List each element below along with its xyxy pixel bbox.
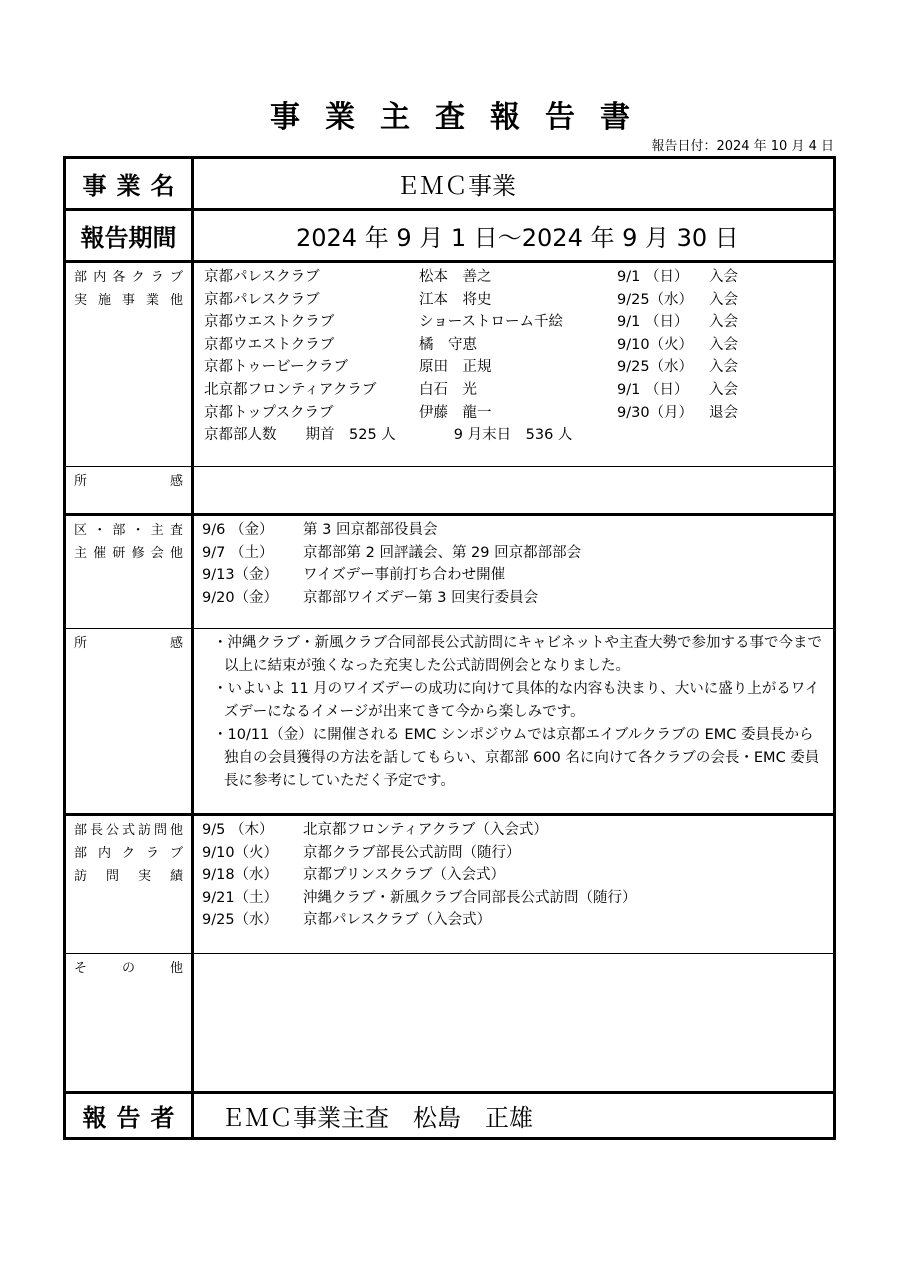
reporter-value: ＥＭＣ事業主査 松島 正雄 <box>221 1104 533 1132</box>
list-item: 9/10（火） 京都クラブ部長公式訪問（随行） <box>202 844 521 861</box>
page-title: 事業主査報告書 <box>270 100 655 135</box>
label-line: 部内クラブ <box>74 846 183 861</box>
impression-label: 所 感 <box>74 474 183 489</box>
label-line: 訪問実績 <box>74 869 183 884</box>
list-item: 京都パレスクラブ 松本 善之 9/1 （日） 入会 <box>204 269 738 285</box>
impression-row <box>66 466 833 513</box>
label-line: 主催研修会他 <box>74 546 183 561</box>
list-item: 9/5 （木） 北京都フロンティアクラブ（入会式） <box>202 822 548 838</box>
impression-label: 所 感 <box>74 636 183 651</box>
reporter-row <box>66 1091 833 1137</box>
list-item: 京都ウエストクラブ 橘 守恵 9/10（火） 入会 <box>204 336 738 353</box>
visits-label <box>66 816 194 953</box>
training-label <box>66 516 194 628</box>
list-item: 9/18（水） 京都プリンスクラブ（入会式） <box>202 867 505 884</box>
impression-value <box>194 467 833 513</box>
impression-paragraph: ・沖縄クラブ・新風クラブ合同部長公式訪問にキャビネットや主査大勢で参加する事で今まで以上に結束が強くなった充実した公式訪問例会となりました。 <box>213 635 822 674</box>
list-item: 北京都フロンティアクラブ 白石 光 9/1 （日） 入会 <box>204 381 738 398</box>
list-item: 京都トップスクラブ 伊藤 龍一 9/30（月） 退会 <box>204 404 738 421</box>
report-date: 報告日付：2024 年 10 月 4 日 <box>651 139 834 154</box>
club-activities-label <box>66 263 194 466</box>
impression-paragraph: ・10/11（金）に開催される EMC シンポジウムでは京都エイブルクラブの EMC 委員長から独自の会員獲得の方法を話してもらい、京都部 600 名に向けて各クラブの会長・EMC 委員長に参考にしていただく予定です。 <box>213 727 820 789</box>
list-item: 京都トゥービークラブ 原田 正規 9/25（水） 入会 <box>204 359 738 376</box>
list-item: 9/20（金） 京都部ワイズデー第 3 回実行委員会 <box>202 589 539 606</box>
club-activities-row <box>66 260 833 466</box>
training-row <box>66 513 833 628</box>
list-item: 京都ウエストクラブ ショーストローム千絵 9/1 （日） 入会 <box>204 314 738 331</box>
visits-row <box>66 813 833 953</box>
other-label: そ の 他 <box>74 961 183 976</box>
list-item: 9/6 （金） 第 3 回京都部役員会 <box>202 522 438 538</box>
impression-row <box>66 628 833 813</box>
other-value <box>194 954 833 1091</box>
period-label: 報告期間 <box>66 211 194 260</box>
member-count-summary: 京都部人数 期首 525 人 9 月末日 536 人 <box>204 427 573 444</box>
label-line: 実施事業他 <box>74 293 183 308</box>
label-line: 部長公式訪問他 <box>74 823 183 838</box>
reporter-label: 報告者 <box>66 1094 194 1137</box>
label-line: 区・部・主査 <box>74 523 183 538</box>
list-item: 京都パレスクラブ 江本 将史 9/25（水） 入会 <box>204 291 738 308</box>
project-label: 事業名 <box>66 159 194 208</box>
list-item: 9/13（金） ワイズデー事前打ち合わせ開催 <box>202 567 506 584</box>
project-row <box>66 159 833 208</box>
list-item: 9/21（土） 沖縄クラブ・新風クラブ合同部長公式訪問（随行） <box>202 889 637 906</box>
period-value: 2024 年 9 月 1 日～2024 年 9 月 30 日 <box>296 224 739 252</box>
impression-paragraph: ・いよいよ 11 月のワイズデーの成功に向けて具体的な内容も決まり、大いに盛り上がるワイズデーになるイメージが出来てきて今から楽しみです。 <box>213 681 820 720</box>
list-item: 9/25（水） 京都パレスクラブ（入会式） <box>202 912 492 929</box>
label-line: 部内各クラブ <box>74 270 183 285</box>
project-value: ＥＭＣ事業 <box>396 172 516 200</box>
other-row <box>66 953 833 1091</box>
period-row <box>66 208 833 260</box>
list-item: 9/7 （土） 京都部第 2 回評議会、第 29 回京都部部会 <box>202 544 582 561</box>
report-form <box>63 156 836 1140</box>
